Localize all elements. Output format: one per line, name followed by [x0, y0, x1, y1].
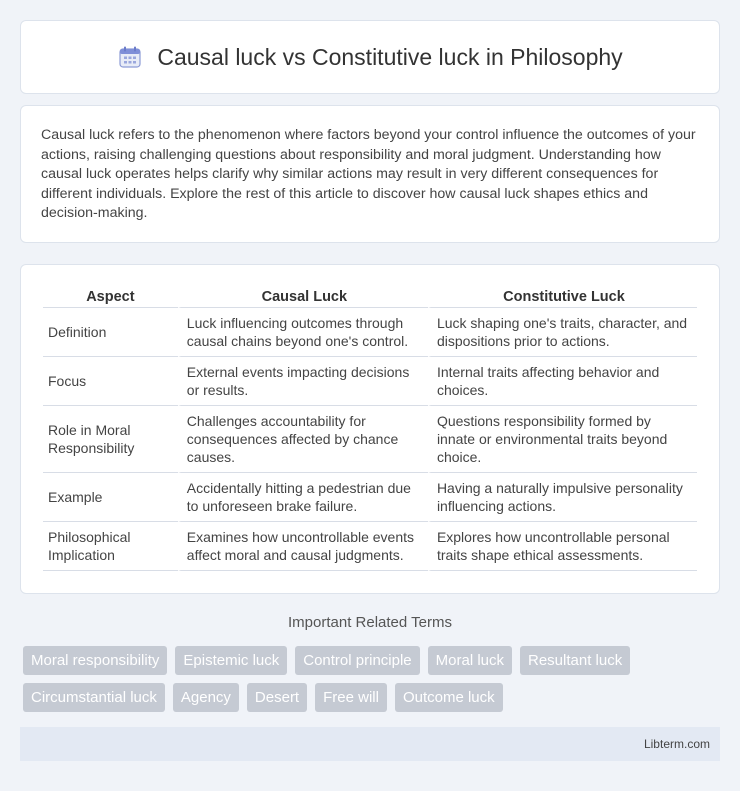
- header-aspect: Aspect: [43, 285, 178, 308]
- row-constitutive: Explores how uncontrollable personal traits shape ethical assessments.: [428, 522, 697, 571]
- row-causal: External events impacting decisions or results.: [178, 357, 428, 406]
- row-constitutive: Luck shaping one's traits, character, and dispositions prior to actions.: [428, 308, 697, 357]
- row-constitutive: Questions responsibility formed by innate or environmental traits beyond choice.: [428, 406, 697, 473]
- intro-text: Causal luck refers to the phenomenon where factors beyond your control influence the outcomes of your actions, raising challenging questions about responsibility and moral judgment. Understanding how causal luck operates helps clarify why similar actions may result in very different consequences for different individuals. Explore the rest of this article to discover how causal luck shapes ethics and decision-making.: [41, 127, 696, 221]
- row-aspect: Definition: [43, 308, 178, 357]
- tag-moral-responsibility[interactable]: Moral responsibility: [23, 646, 167, 675]
- table-row: [43, 357, 697, 406]
- row-causal: Challenges accountability for consequences affected by chance causes.: [178, 406, 428, 473]
- row-causal: Luck influencing outcomes through causal chains beyond one's control.: [178, 308, 428, 357]
- row-constitutive: Internal traits affecting behavior and choices.: [428, 357, 697, 406]
- row-causal: Accidentally hitting a pedestrian due to unforeseen brake failure.: [178, 473, 428, 522]
- row-causal: Examines how uncontrollable events affect moral and causal judgments.: [178, 522, 428, 571]
- related-terms-title: Important Related Terms: [288, 614, 452, 631]
- header-causal-luck: Causal Luck: [178, 285, 428, 308]
- related-terms-list: [23, 646, 723, 712]
- table-row: [43, 406, 697, 473]
- calendar-icon: [117, 44, 143, 70]
- comparison-table-card: [20, 264, 720, 594]
- tag-epistemic-luck[interactable]: Epistemic luck: [175, 646, 287, 675]
- row-constitutive: Having a naturally impulsive personality influencing actions.: [428, 473, 697, 522]
- tag-free-will[interactable]: Free will: [315, 683, 387, 712]
- tag-circumstantial-luck[interactable]: Circumstantial luck: [23, 683, 165, 712]
- header-card: [20, 20, 720, 94]
- table-header-row: [43, 285, 697, 308]
- tag-resultant-luck[interactable]: Resultant luck: [520, 646, 630, 675]
- tag-outcome-luck[interactable]: Outcome luck: [395, 683, 503, 712]
- page-title: Causal luck vs Constitutive luck in Philosophy: [157, 43, 623, 70]
- footer: [20, 727, 720, 761]
- tag-agency[interactable]: Agency: [173, 683, 239, 712]
- footer-site-link[interactable]: Libterm.com: [643, 737, 710, 751]
- row-aspect: Philosophical Implication: [43, 522, 178, 571]
- intro-card: [20, 105, 720, 243]
- tag-control-principle[interactable]: Control principle: [295, 646, 419, 675]
- table-row: [43, 473, 697, 522]
- row-aspect: Focus: [43, 357, 178, 406]
- comparison-table: [43, 285, 697, 571]
- tag-desert[interactable]: Desert: [247, 683, 307, 712]
- table-row: [43, 522, 697, 571]
- row-aspect: Example: [43, 473, 178, 522]
- row-aspect: Role in Moral Responsibility: [43, 406, 178, 473]
- table-row: [43, 308, 697, 357]
- tag-moral-luck[interactable]: Moral luck: [428, 646, 512, 675]
- title-wrap: [117, 44, 622, 71]
- header-constitutive-luck: Constitutive Luck: [428, 285, 697, 308]
